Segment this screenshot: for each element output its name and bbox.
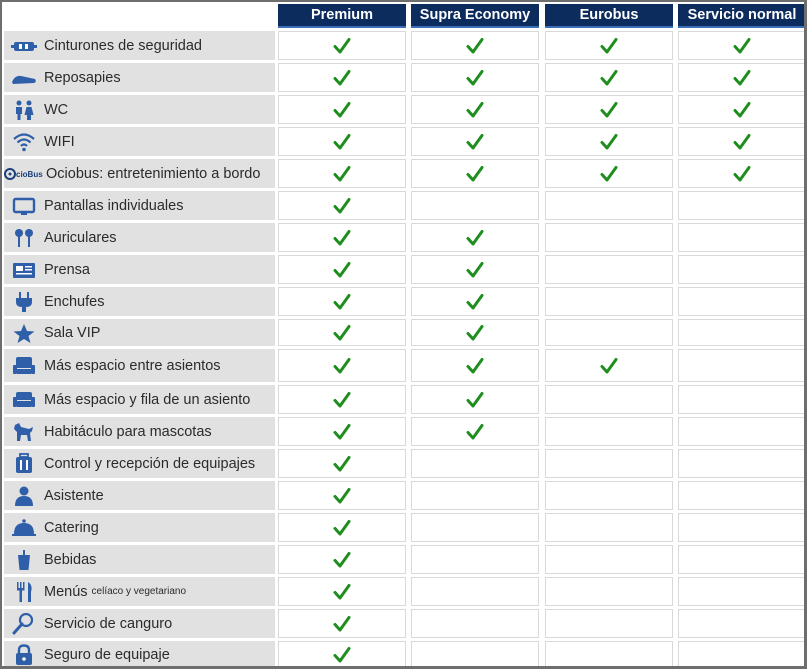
- svg-text:cioBus: cioBus: [16, 169, 43, 179]
- table-cell-premium: [278, 191, 406, 220]
- feature-label: Cinturones de seguridad: [44, 37, 202, 54]
- check-icon: [333, 197, 351, 215]
- check-icon: [333, 324, 351, 342]
- table-cell-eurobus: [545, 319, 673, 346]
- check-icon: [466, 229, 484, 247]
- table-cell-eurobus: [545, 31, 673, 60]
- table-row: [2, 159, 807, 189]
- feature-label: Bebidas: [44, 551, 97, 568]
- table-row: [2, 449, 807, 479]
- star-icon: [4, 322, 44, 344]
- feature-label-cell: [4, 223, 275, 252]
- table-cell-premium: [278, 127, 406, 156]
- drink-icon: [4, 549, 44, 571]
- table-cell-supra-economy: [411, 95, 539, 124]
- check-icon: [333, 519, 351, 537]
- table-cell-premium: [278, 385, 406, 414]
- check-icon: [333, 615, 351, 633]
- table-cell-eurobus: [545, 609, 673, 638]
- table-cell-eurobus: [545, 545, 673, 574]
- table-cell-servicio-normal: [678, 95, 806, 124]
- table-cell-premium: [278, 159, 406, 188]
- table-row: [2, 417, 807, 447]
- check-icon: [466, 391, 484, 409]
- luggage-icon: [4, 453, 44, 475]
- catering-icon: [4, 517, 44, 539]
- check-icon: [466, 165, 484, 183]
- table-cell-eurobus: [545, 63, 673, 92]
- check-icon: [600, 101, 618, 119]
- footrest-icon: [4, 67, 44, 89]
- feature-label-cell: [4, 641, 275, 668]
- check-icon: [333, 133, 351, 151]
- table-cell-supra-economy: [411, 513, 539, 542]
- table-cell-premium: [278, 31, 406, 60]
- table-cell-premium: [278, 577, 406, 606]
- feature-label-cell: [4, 287, 275, 316]
- check-icon: [733, 37, 751, 55]
- single-seat-icon: [4, 389, 44, 411]
- lock-icon: [4, 644, 44, 666]
- table-cell-premium: [278, 287, 406, 316]
- ociobus-logo-icon: [4, 163, 44, 185]
- table-cell-eurobus: [545, 513, 673, 542]
- table-cell-supra-economy: [411, 385, 539, 414]
- table-row: [2, 513, 807, 543]
- table-cell-servicio-normal: [678, 449, 806, 478]
- table-cell-supra-economy: [411, 31, 539, 60]
- feature-label: Más espacio entre asientos: [44, 357, 221, 374]
- table-cell-servicio-normal: [678, 385, 806, 414]
- check-icon: [333, 357, 351, 375]
- cutlery-icon: [4, 581, 44, 603]
- check-icon: [333, 551, 351, 569]
- newspaper-icon: [4, 259, 44, 281]
- table-cell-servicio-normal: [678, 513, 806, 542]
- table-row: [2, 127, 807, 157]
- feature-label-cell: [4, 63, 275, 92]
- table-cell-premium: [278, 481, 406, 510]
- table-cell-premium: [278, 417, 406, 446]
- table-cell-supra-economy: [411, 223, 539, 252]
- feature-label-cell: [4, 255, 275, 284]
- table-row: [2, 349, 807, 383]
- table-cell-supra-economy: [411, 417, 539, 446]
- check-icon: [466, 261, 484, 279]
- table-cell-eurobus: [545, 349, 673, 382]
- check-icon: [333, 391, 351, 409]
- feature-label-cell: [4, 127, 275, 156]
- feature-label: Catering: [44, 519, 99, 536]
- table-cell-servicio-normal: [678, 191, 806, 220]
- feature-label-cell: [4, 349, 275, 382]
- table-cell-supra-economy: [411, 191, 539, 220]
- table-cell-eurobus: [545, 223, 673, 252]
- feature-label-cell: [4, 545, 275, 574]
- feature-label: Más espacio y fila de un asiento: [44, 391, 251, 408]
- check-icon: [333, 165, 351, 183]
- table-cell-servicio-normal: [678, 349, 806, 382]
- check-icon: [333, 646, 351, 664]
- dog-icon: [4, 421, 44, 443]
- plug-icon: [4, 291, 44, 313]
- table-cell-eurobus: [545, 255, 673, 284]
- table-cell-servicio-normal: [678, 577, 806, 606]
- table-cell-servicio-normal: [678, 319, 806, 346]
- table-cell-supra-economy: [411, 255, 539, 284]
- feature-label: Sala VIP: [44, 324, 101, 341]
- table-cell-servicio-normal: [678, 31, 806, 60]
- table-cell-eurobus: [545, 159, 673, 188]
- table-cell-premium: [278, 349, 406, 382]
- table-cell-supra-economy: [411, 63, 539, 92]
- table-cell-premium: [278, 95, 406, 124]
- seat-space-icon: [4, 355, 44, 377]
- table-row: [2, 481, 807, 511]
- check-icon: [466, 69, 484, 87]
- check-icon: [733, 133, 751, 151]
- check-icon: [600, 357, 618, 375]
- check-icon: [733, 69, 751, 87]
- feature-label-cell: [4, 513, 275, 542]
- table-row: [2, 63, 807, 93]
- check-icon: [600, 37, 618, 55]
- feature-label-cell: [4, 449, 275, 478]
- column-header-4: Servicio normal: [678, 4, 806, 28]
- check-icon: [333, 101, 351, 119]
- table-cell-eurobus: [545, 191, 673, 220]
- table-cell-servicio-normal: [678, 417, 806, 446]
- table-cell-supra-economy: [411, 127, 539, 156]
- table-cell-supra-economy: [411, 449, 539, 478]
- feature-label-cell: [4, 191, 275, 220]
- assistant-icon: [4, 485, 44, 507]
- table-cell-premium: [278, 449, 406, 478]
- feature-label: Ociobus: entretenimiento a bordo: [46, 165, 261, 182]
- table-cell-supra-economy: [411, 577, 539, 606]
- table-cell-supra-economy: [411, 545, 539, 574]
- check-icon: [333, 583, 351, 601]
- table-cell-servicio-normal: [678, 255, 806, 284]
- check-icon: [333, 261, 351, 279]
- table-cell-supra-economy: [411, 287, 539, 316]
- babysitter-icon: [4, 613, 44, 635]
- column-header-1: Premium: [278, 4, 406, 28]
- table-row: [2, 385, 807, 415]
- table-cell-eurobus: [545, 417, 673, 446]
- table-cell-supra-economy: [411, 481, 539, 510]
- table-row: [2, 319, 807, 347]
- feature-label-cell: [4, 609, 275, 638]
- table-row: [2, 545, 807, 575]
- feature-label: Habitáculo para mascotas: [44, 423, 212, 440]
- table-cell-premium: [278, 609, 406, 638]
- check-icon: [333, 69, 351, 87]
- wc-icon: [4, 99, 44, 121]
- check-icon: [466, 357, 484, 375]
- table-cell-servicio-normal: [678, 159, 806, 188]
- table-row: [2, 255, 807, 285]
- feature-label-cell: [4, 417, 275, 446]
- check-icon: [333, 455, 351, 473]
- table-cell-eurobus: [545, 481, 673, 510]
- feature-label-cell: [4, 95, 275, 124]
- check-icon: [466, 101, 484, 119]
- check-icon: [466, 37, 484, 55]
- table-cell-servicio-normal: [678, 223, 806, 252]
- feature-label: Prensa: [44, 261, 90, 278]
- check-icon: [466, 133, 484, 151]
- table-cell-premium: [278, 641, 406, 668]
- table-row: [2, 223, 807, 253]
- feature-label: Auriculares: [44, 229, 117, 246]
- feature-label: Pantallas individuales: [44, 197, 184, 214]
- table-cell-eurobus: [545, 577, 673, 606]
- feature-label-cell: [4, 577, 275, 606]
- table-row: [2, 577, 807, 607]
- column-header-2: Supra Economy: [411, 4, 539, 28]
- table-cell-premium: [278, 545, 406, 574]
- feature-label-cell: [4, 385, 275, 414]
- feature-label: Control y recepción de equipajes: [44, 455, 256, 472]
- table-cell-supra-economy: [411, 319, 539, 346]
- table-cell-premium: [278, 319, 406, 346]
- feature-label: WC: [44, 101, 69, 118]
- feature-label: Reposapies: [44, 69, 121, 86]
- table-row: [2, 641, 807, 669]
- table-cell-supra-economy: [411, 349, 539, 382]
- table-cell-supra-economy: [411, 159, 539, 188]
- feature-label: Servicio de canguro: [44, 615, 173, 632]
- check-icon: [466, 423, 484, 441]
- table-cell-servicio-normal: [678, 127, 806, 156]
- feature-label-note: celíaco y vegetariano: [91, 586, 187, 597]
- table-cell-eurobus: [545, 449, 673, 478]
- check-icon: [333, 487, 351, 505]
- feature-label: Enchufes: [44, 293, 105, 310]
- table-cell-eurobus: [545, 385, 673, 414]
- table-cell-supra-economy: [411, 609, 539, 638]
- feature-label: Seguro de equipaje: [44, 646, 170, 663]
- check-icon: [600, 69, 618, 87]
- table-cell-servicio-normal: [678, 63, 806, 92]
- seatbelt-icon: [4, 35, 44, 57]
- table-cell-eurobus: [545, 95, 673, 124]
- table-cell-servicio-normal: [678, 641, 806, 668]
- feature-label: WIFI: [44, 133, 75, 150]
- table-row: [2, 287, 807, 317]
- table-cell-servicio-normal: [678, 545, 806, 574]
- check-icon: [333, 37, 351, 55]
- feature-label-cell: [4, 31, 275, 60]
- table-cell-premium: [278, 223, 406, 252]
- table-cell-premium: [278, 513, 406, 542]
- feature-label: Asistente: [44, 487, 104, 504]
- check-icon: [333, 293, 351, 311]
- table-row: [2, 31, 807, 61]
- check-icon: [600, 133, 618, 151]
- table-cell-servicio-normal: [678, 481, 806, 510]
- table-row: [2, 95, 807, 125]
- screen-icon: [4, 195, 44, 217]
- feature-label-cell: [4, 319, 275, 346]
- check-icon: [333, 229, 351, 247]
- table-cell-premium: [278, 255, 406, 284]
- check-icon: [466, 293, 484, 311]
- table-row: [2, 191, 807, 221]
- table-cell-servicio-normal: [678, 609, 806, 638]
- table-cell-eurobus: [545, 127, 673, 156]
- wifi-icon: [4, 131, 44, 153]
- table-cell-servicio-normal: [678, 287, 806, 316]
- feature-label-cell: [4, 159, 275, 188]
- table-cell-premium: [278, 63, 406, 92]
- check-icon: [733, 101, 751, 119]
- table-cell-eurobus: [545, 287, 673, 316]
- table-row: [2, 609, 807, 639]
- feature-label-cell: [4, 481, 275, 510]
- check-icon: [600, 165, 618, 183]
- earphones-icon: [4, 227, 44, 249]
- table-cell-eurobus: [545, 641, 673, 668]
- check-icon: [333, 423, 351, 441]
- column-header-3: Eurobus: [545, 4, 673, 28]
- check-icon: [466, 324, 484, 342]
- table-cell-supra-economy: [411, 641, 539, 668]
- check-icon: [733, 165, 751, 183]
- feature-label: Menús: [44, 583, 88, 600]
